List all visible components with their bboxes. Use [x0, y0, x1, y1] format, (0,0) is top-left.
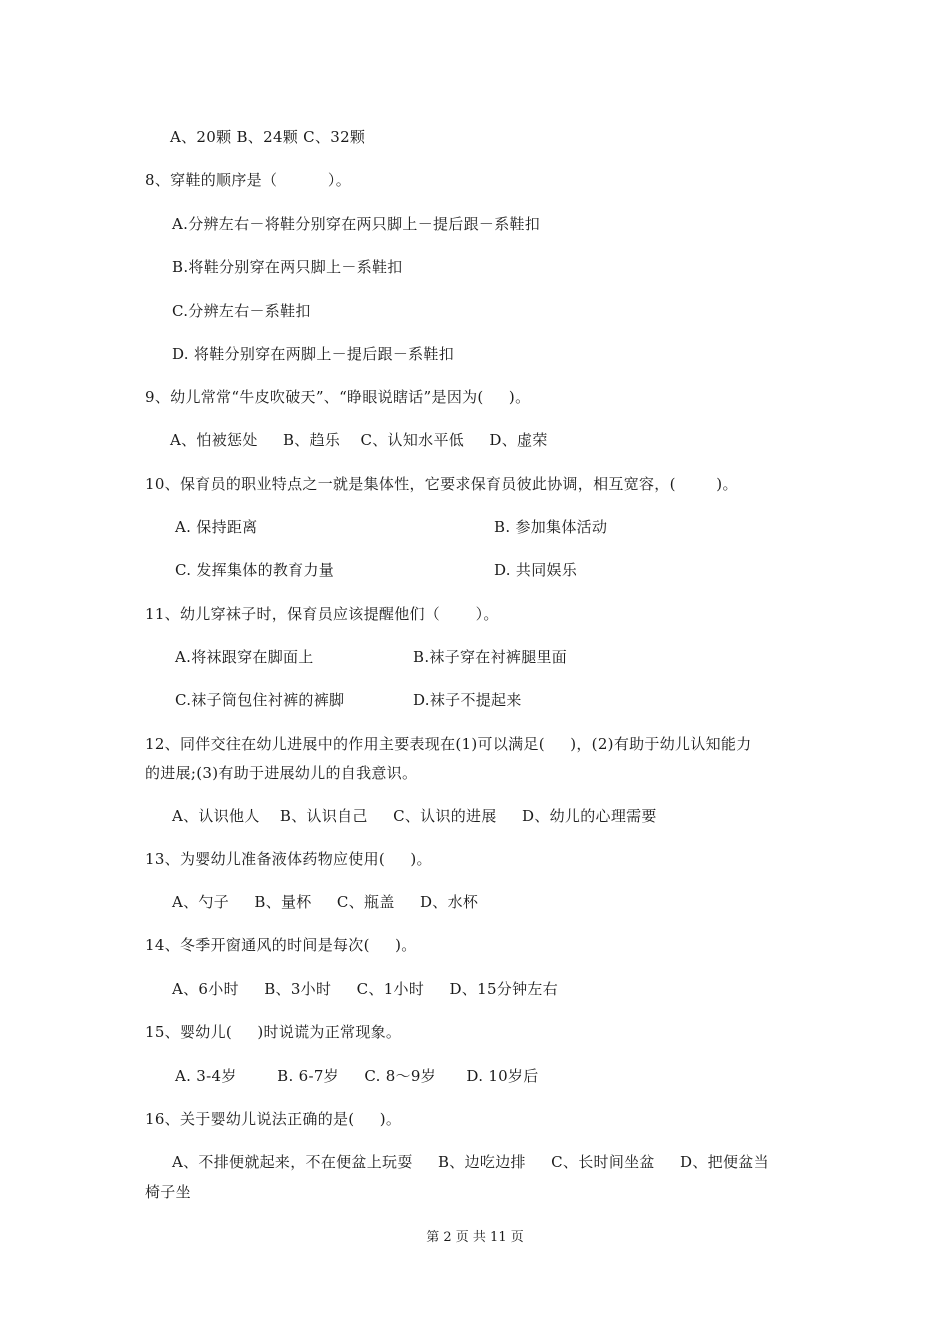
q8-option-d: D. 将鞋分别穿在两脚上－提后跟－系鞋扣 [172, 345, 455, 363]
q14-stem: 14、冬季开窗通风的时间是每次( )。 [145, 936, 417, 954]
q11-option-c: C.袜子筒包住衬裤的裤脚 [175, 691, 345, 709]
q10-option-a: A. 保持距离 [175, 518, 258, 536]
q12-options: A、认识他人 B、认识自己 C、认识的进展 D、幼儿的心理需要 [172, 807, 657, 825]
q9-stem: 9、幼儿常常“牛皮吹破天”、“睁眼说瞎话”是因为( )。 [145, 388, 531, 406]
q15-stem: 15、婴幼儿( )时说谎为正常现象。 [145, 1023, 402, 1041]
q11-option-b: B.袜子穿在衬裤腿里面 [413, 648, 568, 666]
q8-option-b: B.将鞋分别穿在两只脚上－系鞋扣 [172, 258, 403, 276]
q10-stem: 10、保育员的职业特点之一就是集体性，它要求保育员彼此协调，相互宽容，( )。 [145, 475, 738, 493]
q15-options: A. 3-4岁 B. 6-7岁 C. 8～9岁 D. 10岁后 [175, 1067, 539, 1085]
q9-options: A、怕被惩处 B、趋乐 C、认知水平低 D、虚荣 [170, 431, 548, 449]
q13-stem: 13、为婴幼儿准备液体药物应使用( )。 [145, 850, 432, 868]
q16-options-line-1: A、不排便就起来，不在便盆上玩耍 B、边吃边排 C、长时间坐盆 D、把便盆当 [172, 1153, 769, 1171]
q8-option-a: A.分辨左右－将鞋分别穿在两只脚上－提后跟－系鞋扣 [172, 215, 541, 233]
q10-option-c: C. 发挥集体的教育力量 [175, 561, 335, 579]
q12-stem-line-1: 12、同伴交往在幼儿进展中的作用主要表现在(1)可以满足( )，(2)有助于幼儿认知能力 [145, 735, 752, 753]
q10-option-b: B. 参加集体活动 [494, 518, 608, 536]
q16-stem: 16、关于婴幼儿说法正确的是( )。 [145, 1110, 402, 1128]
page-number-footer: 第 2 页 共 11 页 [426, 1230, 524, 1245]
q11-option-d: D.袜子不提起来 [413, 691, 522, 709]
q11-stem: 11、幼儿穿袜子时，保育员应该提醒他们（ ）。 [145, 605, 499, 623]
q10-option-d: D. 共同娱乐 [494, 561, 578, 579]
q11-option-a: A.将袜跟穿在脚面上 [175, 648, 314, 666]
q12-stem-line-2: 的进展;(3)有助于进展幼儿的自我意识。 [145, 764, 418, 782]
q16-options-line-2: 椅子坐 [145, 1183, 191, 1201]
q8-option-c: C.分辨左右－系鞋扣 [172, 302, 311, 320]
q8-stem: 8、穿鞋的顺序是（ ）。 [145, 171, 352, 189]
q13-options: A、勺子 B、量杯 C、瓶盖 D、水杯 [172, 893, 479, 911]
q7-options: A、20颗 B、24颗 C、32颗 [170, 128, 366, 146]
q14-options: A、6小时 B、3小时 C、1小时 D、15分钟左右 [172, 980, 558, 998]
